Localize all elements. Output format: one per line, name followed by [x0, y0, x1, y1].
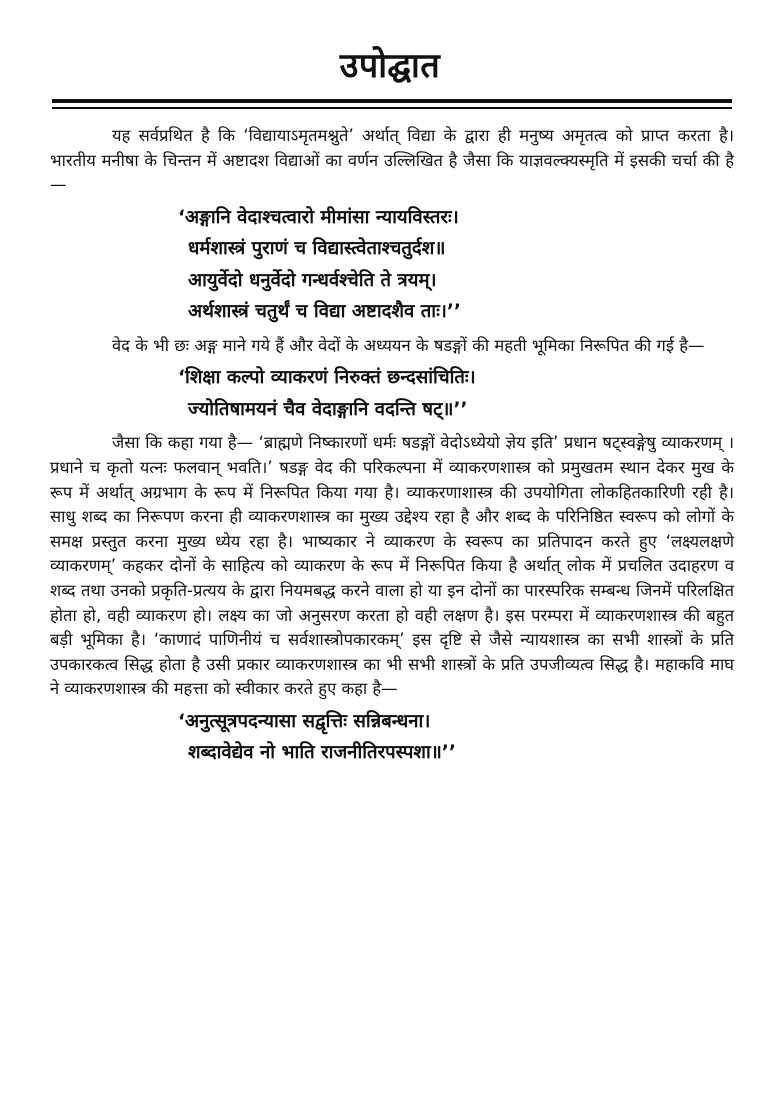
chapter-title: उपोद्घात — [339, 46, 441, 86]
verse-line: आयुर्वेदो धनुर्वेदो गन्धर्वश्चेति ते त्रयम्। — [188, 269, 437, 291]
verse-magha — [50, 706, 734, 769]
paragraph-vedangas: वेद के भी छः अङ्ग माने गये हैं और वेदों के अध्ययन के षडङ्गों की महती भूमिका निरूपित की गई है— — [112, 335, 705, 355]
verse-line: अर्थशास्त्रं चतुर्थं च विद्या अष्टादशैव ताः।’’ — [188, 301, 461, 323]
body-text — [50, 124, 734, 775]
verse-line: ज्योतिषामयनं चैव वेदाङ्गानि वदन्ति षट्॥’’ — [188, 398, 468, 420]
title-rule-thick — [52, 99, 732, 103]
paragraph-intro: यह सर्वप्रथित है कि ‘विद्यायाऽमृतमश्नुते’ अर्थात् विद्या के द्वारा ही मनुष्य अमृतत्व को प्राप्त करता है। भारतीय मनीषा के चिन्तन में अष्टादश विद्याओं का वर्णन उल्लिखित है जैसा कि याज्ञवल्क्यस्मृति में इसकी चर्चा की है— — [50, 126, 734, 195]
title-rule-thin — [52, 107, 732, 109]
paragraph-vyakarana: जैसा कि कहा गया है— ‘ब्राह्मणे निष्कारणों धर्मः षडङ्गों वेदोऽध्येयो ज्ञेय इति’ प्रधान षट्स्वङ्गेषु व्याकरणम् । प्रधाने च कृतो यत्नः फलवान् भवति।’ षडङ्ग वेद की परिकल्पना में व्याकरणशास्त्र को प्रमुखतम स्थान देकर मुख के रूप में अर्थात् अग्रभाग के रूप में निरूपित किया गया है। व्याकरणाशास्त्र की उपयोगिता लोकहितकारिणी रही है। साधु शब्द का निरूपण करना ही व्याकरणशास्त्र का मुख्य उद्देश्य रहा है और शब्द के परिनिष्ठित स्वरूप को लोगों के समक्ष प्रस्तुत करना मुख्य ध्येय रहा है। भाष्यकार ने व्याकरण के स्वरूप का प्रतिपादन करते हुए ‘लक्ष्यलक्षणे व्याकरणम्’ कहकर दोनों के साहित्य को व्याकरण के रूप में निरूपित किया है अर्थात् लोक में प्रचलित उदाहरण व शब्द तथा उनको प्रकृति-प्रत्यय के द्वारा नियमबद्ध करने वाला हो या इन दोनों का पारस्परिक सम्बन्ध जिनमें परिलक्षित होता हो, वही व्याकरण हो। लक्ष्य का जो अनुसरण करता हो वही लक्षण है। इस परम्परा में व्याकरणशास्त्र की बहुत बड़ी भूमिका है। ‘काणादं पाणिनीयं च सर्वशास्त्रोपकारकम्’ इस दृष्टि से जैसे न्यायशास्त्र का सभी शास्त्रों के प्रति उपकारकत्व सिद्ध होता है उसी प्रकार व्याकरणशास्त्र का भी सभी शास्त्रों के प्रति उपजीव्यत्व सिद्ध है। महाकवि माघ ने व्याकरणशास्त्र की महत्ता को स्वीकार करते हुए कहा है— — [50, 433, 735, 699]
verse-line: ‘अनुत्सूत्रपदन्यासा सद्वृत्तिः सन्निबन्धना। — [178, 710, 431, 732]
verse-line: धर्मशास्त्रं पुराणं च विद्यास्त्वेताश्चतुर्दश॥ — [188, 238, 446, 260]
verse-line: शब्दावेद्येव नो भाति राजनीतिरपस्पशा॥’’ — [188, 742, 456, 764]
verse-line: ‘शिक्षा कल्पो व्याकरणं निरुक्तं छन्दसांचितिः। — [178, 367, 476, 389]
verse-shiksha-kalpa — [50, 362, 734, 425]
verse-line: ‘अङ्गानि वेदाश्चत्वारो मीमांसा न्यायविस्तरः। — [178, 206, 459, 228]
verse-yajnavalkya-smriti — [50, 202, 734, 328]
